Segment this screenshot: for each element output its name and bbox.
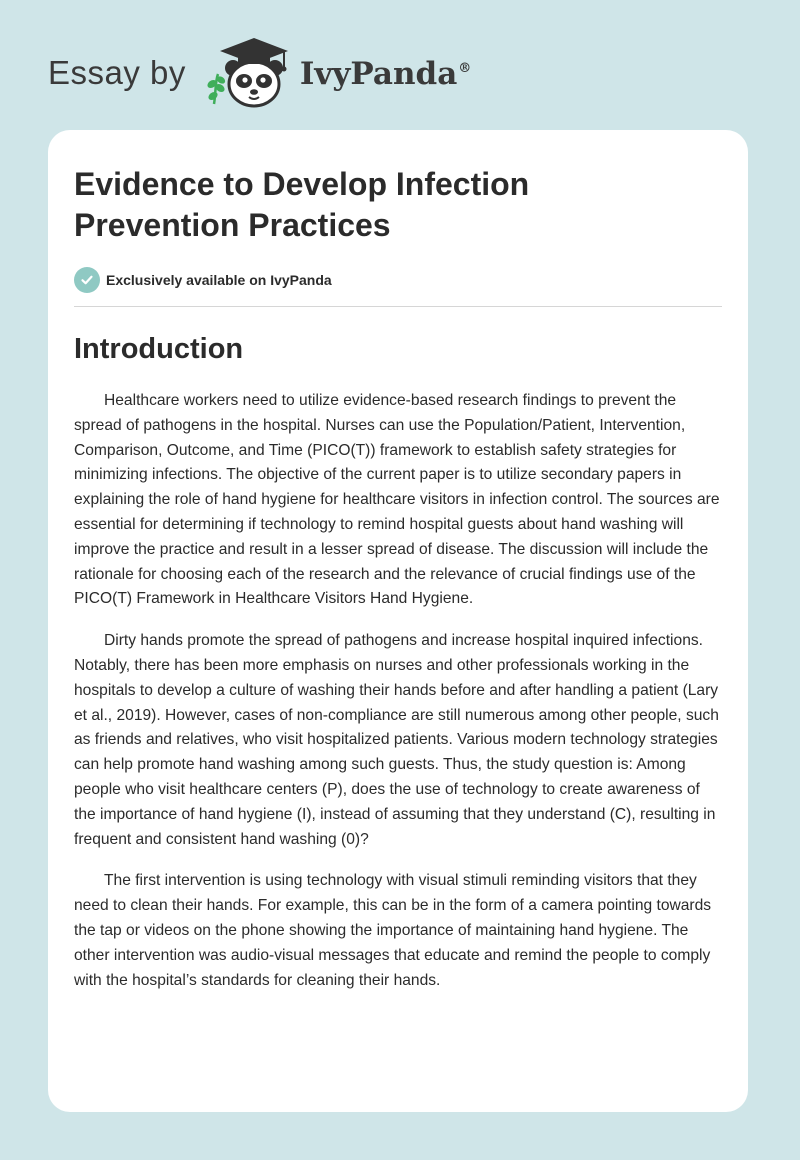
page-title: Evidence to Develop Infection Prevention Practices [74,166,530,243]
essay-card [48,130,748,1112]
brand-name: IvyPanda® [299,55,472,92]
badge-text: Exclusively available on IvyPanda [106,272,332,288]
paragraph: The first intervention is using technology with visual stimuli reminding visitors that they need to clean their hands. For example, this can be in the form of a camera pointing towards the tap or videos on the phone showing the importance of maintaining hand hygiene. The other intervention was audio-visual messages that educate and remind the people to comply with the hospital’s standards for cleaning their hands. [74,872,712,989]
exclusive-badge [74,267,722,293]
brand-prefix: Essay by [48,53,186,91]
registered-mark: ® [458,61,472,77]
brand-header [48,34,471,110]
check-circle-icon [74,267,100,293]
divider [74,306,722,307]
paragraph: Dirty hands promote the spread of pathogens and increase hospital inquired infections. Notably, there has been more emphasis on nurses and other professionals working in the hospitals to develop a culture of washing their hands before and after handling a patient (Lary et al., 2019). However, cases of non-compliance are still numerous among other people, such as friends and relatives, who visit hospitalized patients. Various modern technology strategies can help promote hand washing among such guests. Thus, the study question is: Among people who visit healthcare centers (P), does the use of technology to create awareness of the importance of hand hygiene (I), instead of assuming that they understand (C), resulting in frequent and consistent hand washing (0)? [74,632,719,848]
section-heading: Introduction [74,333,244,365]
panda-graduate-icon [200,34,294,110]
paragraph: Healthcare workers need to utilize evidence-based research findings to prevent the spread of pathogens in the hospital. Nurses can use the Population/Patient, Intervention, Comparison, Outcome, and Time (PICO(T)) framework to establish safety strategies for minimizing infections. The objective of the current paper is to utilize secondary papers in explaining the role of hand hygiene for healthcare visitors in infection control. The sources are essential for determining if technology to remind hospital guests about hand washing will improve the practice and result in a lesser spread of disease. The discussion will include the rationale for choosing each of the research and the relevance of crucial findings use of the PICO(T) Framework in Healthcare Visitors Hand Hygiene. [74,392,720,608]
